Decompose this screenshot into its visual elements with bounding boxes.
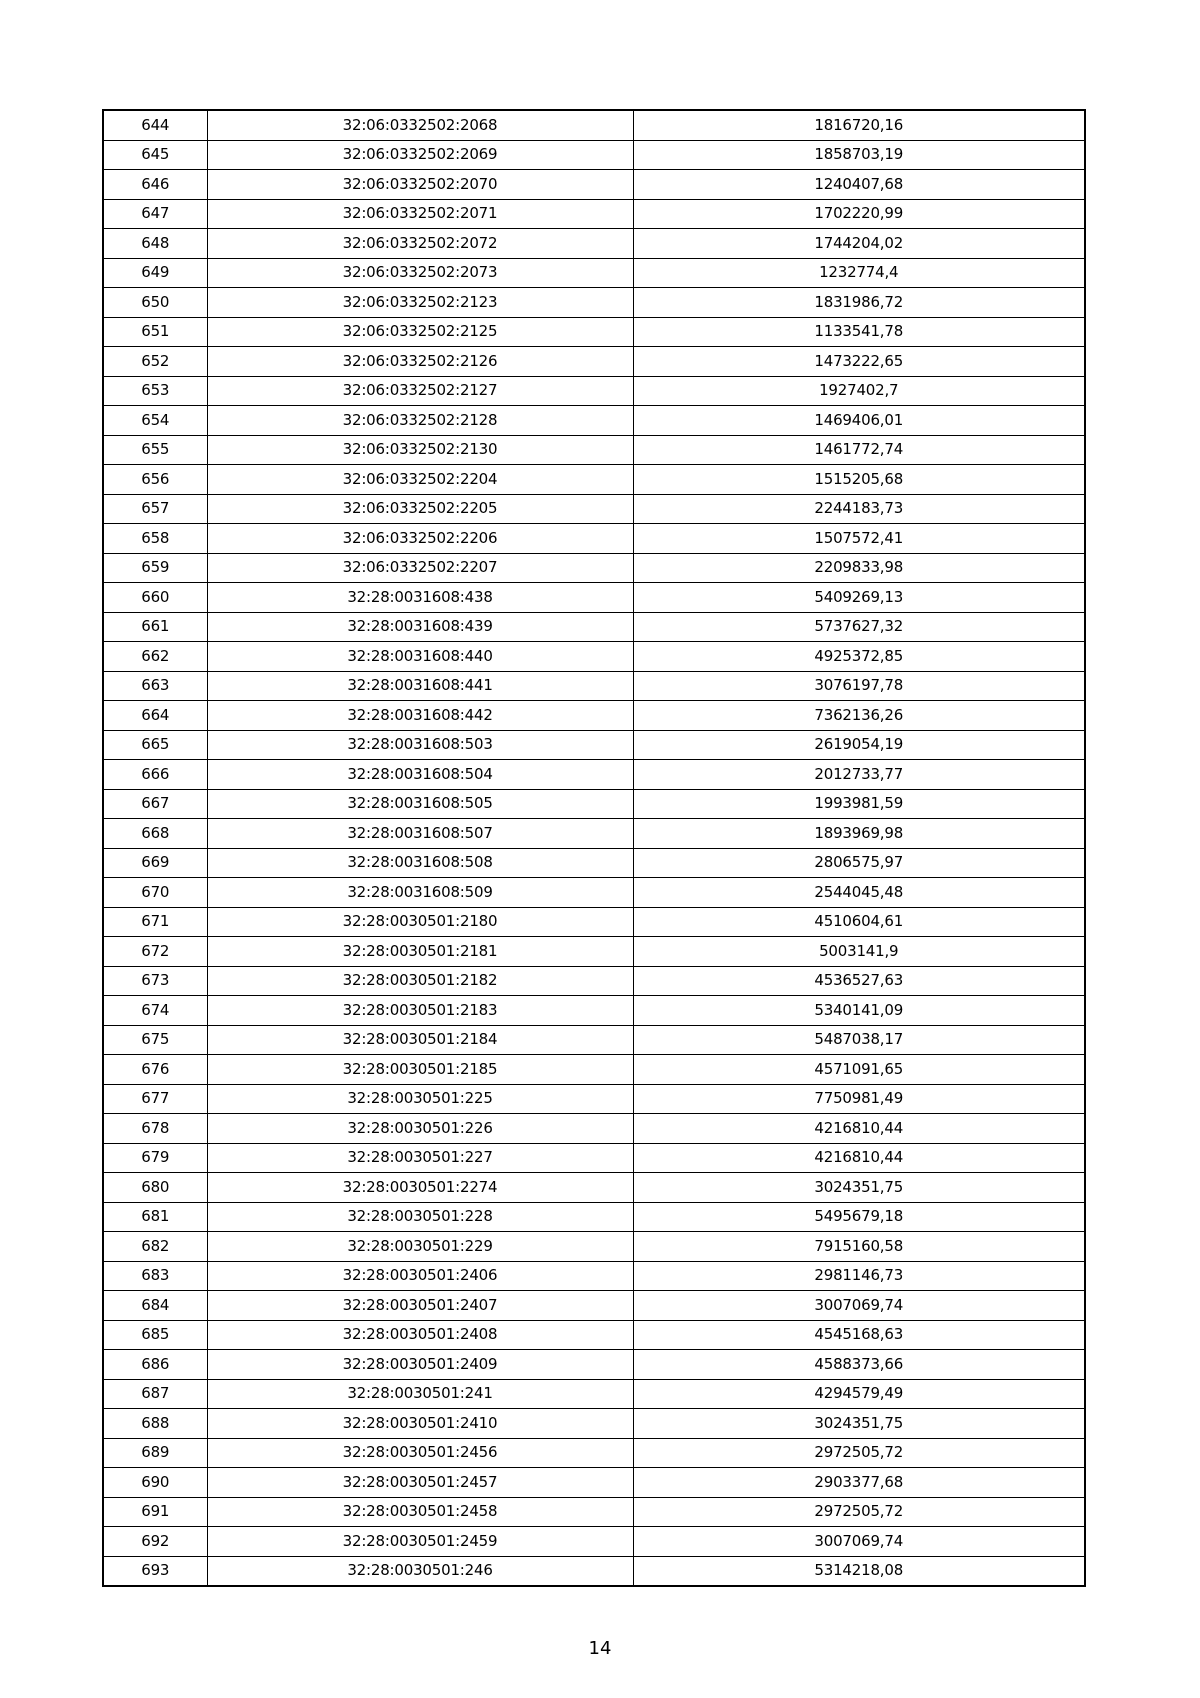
cadastral-number-cell: 32:06:0332502:2069 (207, 140, 633, 170)
cadastral-number-cell: 32:06:0332502:2123 (207, 288, 633, 318)
value-cell: 7750981,49 (633, 1084, 1085, 1114)
cadastral-number-cell: 32:06:0332502:2070 (207, 170, 633, 200)
table-row (103, 494, 1085, 524)
value-cell: 4216810,44 (633, 1143, 1085, 1173)
row-number-cell: 652 (103, 347, 207, 377)
row-number-cell: 681 (103, 1202, 207, 1232)
row-number-cell: 664 (103, 701, 207, 731)
value-cell: 1461772,74 (633, 435, 1085, 465)
value-cell: 2903377,68 (633, 1468, 1085, 1498)
value-cell: 2209833,98 (633, 553, 1085, 583)
table-row (103, 524, 1085, 554)
value-cell: 5737627,32 (633, 612, 1085, 642)
value-cell: 3024351,75 (633, 1173, 1085, 1203)
cadastral-number-cell: 32:06:0332502:2071 (207, 199, 633, 229)
value-cell: 5409269,13 (633, 583, 1085, 613)
cadastral-number-cell: 32:06:0332502:2126 (207, 347, 633, 377)
value-cell: 3007069,74 (633, 1291, 1085, 1321)
table-row (103, 642, 1085, 672)
table-row (103, 1202, 1085, 1232)
table-row (103, 1114, 1085, 1144)
cadastral-number-cell: 32:28:0031608:438 (207, 583, 633, 613)
cadastral-number-cell: 32:28:0030501:246 (207, 1556, 633, 1586)
value-cell: 7362136,26 (633, 701, 1085, 731)
row-number-cell: 673 (103, 966, 207, 996)
row-number-cell: 675 (103, 1025, 207, 1055)
cadastral-number-cell: 32:28:0030501:2183 (207, 996, 633, 1026)
table-row (103, 966, 1085, 996)
row-number-cell: 656 (103, 465, 207, 495)
cadastral-number-cell: 32:28:0031608:503 (207, 730, 633, 760)
row-number-cell: 647 (103, 199, 207, 229)
table-row (103, 406, 1085, 436)
row-number-cell: 688 (103, 1409, 207, 1439)
value-cell: 7915160,58 (633, 1232, 1085, 1262)
row-number-cell: 653 (103, 376, 207, 406)
row-number-cell: 660 (103, 583, 207, 613)
cadastral-number-cell: 32:06:0332502:2204 (207, 465, 633, 495)
cadastral-number-cell: 32:28:0031608:507 (207, 819, 633, 849)
value-cell: 2012733,77 (633, 760, 1085, 790)
row-number-cell: 692 (103, 1527, 207, 1557)
cadastral-number-cell: 32:06:0332502:2207 (207, 553, 633, 583)
table-row (103, 907, 1085, 937)
row-number-cell: 667 (103, 789, 207, 819)
value-cell: 4294579,49 (633, 1379, 1085, 1409)
cadastral-number-cell: 32:06:0332502:2205 (207, 494, 633, 524)
table-row (103, 1350, 1085, 1380)
value-cell: 1507572,41 (633, 524, 1085, 554)
table-row (103, 110, 1085, 140)
table-row (103, 199, 1085, 229)
table-row (103, 317, 1085, 347)
table-row (103, 288, 1085, 318)
row-number-cell: 645 (103, 140, 207, 170)
cadastral-number-cell: 32:28:0031608:439 (207, 612, 633, 642)
table-row (103, 1232, 1085, 1262)
cadastral-number-cell: 32:06:0332502:2130 (207, 435, 633, 465)
table-row (103, 1055, 1085, 1085)
table-row (103, 937, 1085, 967)
row-number-cell: 661 (103, 612, 207, 642)
cadastral-number-cell: 32:28:0031608:442 (207, 701, 633, 731)
row-number-cell: 685 (103, 1320, 207, 1350)
row-number-cell: 693 (103, 1556, 207, 1586)
table-row (103, 1320, 1085, 1350)
value-cell: 1702220,99 (633, 199, 1085, 229)
value-cell: 5003141,9 (633, 937, 1085, 967)
row-number-cell: 686 (103, 1350, 207, 1380)
value-cell: 4588373,66 (633, 1350, 1085, 1380)
table-row (103, 347, 1085, 377)
table-row (103, 258, 1085, 288)
row-number-cell: 649 (103, 258, 207, 288)
row-number-cell: 666 (103, 760, 207, 790)
cadastral-number-cell: 32:28:0030501:2459 (207, 1527, 633, 1557)
cadastral-number-cell: 32:28:0031608:508 (207, 848, 633, 878)
row-number-cell: 659 (103, 553, 207, 583)
value-cell: 1232774,4 (633, 258, 1085, 288)
row-number-cell: 672 (103, 937, 207, 967)
table-row (103, 848, 1085, 878)
row-number-cell: 669 (103, 848, 207, 878)
value-cell: 2544045,48 (633, 878, 1085, 908)
value-cell: 1469406,01 (633, 406, 1085, 436)
table-row (103, 1291, 1085, 1321)
cadastral-number-cell: 32:06:0332502:2068 (207, 110, 633, 140)
cadastral-number-cell: 32:28:0030501:227 (207, 1143, 633, 1173)
row-number-cell: 677 (103, 1084, 207, 1114)
table-row (103, 1497, 1085, 1527)
value-cell: 4216810,44 (633, 1114, 1085, 1144)
page-number: 14 (588, 1638, 612, 1659)
row-number-cell: 658 (103, 524, 207, 554)
value-cell: 1133541,78 (633, 317, 1085, 347)
value-cell: 1744204,02 (633, 229, 1085, 259)
table-row (103, 1379, 1085, 1409)
row-number-cell: 680 (103, 1173, 207, 1203)
cadastral-number-cell: 32:28:0030501:2456 (207, 1438, 633, 1468)
cadastral-number-cell: 32:28:0030501:2185 (207, 1055, 633, 1085)
cadastral-number-cell: 32:28:0030501:229 (207, 1232, 633, 1262)
cadastral-number-cell: 32:28:0030501:2274 (207, 1173, 633, 1203)
cadastral-number-cell: 32:28:0030501:2457 (207, 1468, 633, 1498)
value-cell: 4536527,63 (633, 966, 1085, 996)
cadastral-number-cell: 32:06:0332502:2127 (207, 376, 633, 406)
value-cell: 2806575,97 (633, 848, 1085, 878)
cadastral-number-cell: 32:06:0332502:2128 (207, 406, 633, 436)
value-cell: 3007069,74 (633, 1527, 1085, 1557)
table-row (103, 1261, 1085, 1291)
row-number-cell: 684 (103, 1291, 207, 1321)
table-row (103, 553, 1085, 583)
cadastral-number-cell: 32:28:0030501:2407 (207, 1291, 633, 1321)
table-row (103, 583, 1085, 613)
value-cell: 3076197,78 (633, 671, 1085, 701)
table-row (103, 1527, 1085, 1557)
table-row (103, 730, 1085, 760)
value-cell: 1831986,72 (633, 288, 1085, 318)
cadastral-number-cell: 32:06:0332502:2125 (207, 317, 633, 347)
value-cell: 4571091,65 (633, 1055, 1085, 1085)
table-row (103, 140, 1085, 170)
table-row (103, 1025, 1085, 1055)
row-number-cell: 671 (103, 907, 207, 937)
table-row (103, 1438, 1085, 1468)
value-cell: 1240407,68 (633, 170, 1085, 200)
cadastral-number-cell: 32:28:0030501:2410 (207, 1409, 633, 1439)
cadastral-number-cell: 32:28:0030501:2184 (207, 1025, 633, 1055)
value-cell: 1473222,65 (633, 347, 1085, 377)
cadastral-number-cell: 32:28:0030501:2180 (207, 907, 633, 937)
row-number-cell: 668 (103, 819, 207, 849)
row-number-cell: 644 (103, 110, 207, 140)
row-number-cell: 676 (103, 1055, 207, 1085)
cadastral-number-cell: 32:28:0030501:241 (207, 1379, 633, 1409)
table-row (103, 1556, 1085, 1586)
row-number-cell: 662 (103, 642, 207, 672)
cadastral-number-cell: 32:28:0030501:225 (207, 1084, 633, 1114)
cadastral-number-cell: 32:28:0031608:509 (207, 878, 633, 908)
value-cell: 2619054,19 (633, 730, 1085, 760)
cadastral-number-cell: 32:06:0332502:2206 (207, 524, 633, 554)
cadastral-number-cell: 32:28:0030501:2458 (207, 1497, 633, 1527)
value-cell: 4510604,61 (633, 907, 1085, 937)
cadastral-number-cell: 32:28:0030501:2406 (207, 1261, 633, 1291)
row-number-cell: 663 (103, 671, 207, 701)
table-row (103, 1084, 1085, 1114)
cadastral-number-cell: 32:28:0030501:2181 (207, 937, 633, 967)
row-number-cell: 690 (103, 1468, 207, 1498)
value-cell: 1993981,59 (633, 789, 1085, 819)
table-row (103, 701, 1085, 731)
row-number-cell: 687 (103, 1379, 207, 1409)
cadastral-number-cell: 32:28:0030501:2408 (207, 1320, 633, 1350)
table-row (103, 1173, 1085, 1203)
cadastral-number-cell: 32:28:0030501:2409 (207, 1350, 633, 1380)
row-number-cell: 657 (103, 494, 207, 524)
value-cell: 2244183,73 (633, 494, 1085, 524)
table-row (103, 878, 1085, 908)
row-number-cell: 691 (103, 1497, 207, 1527)
cadastral-number-cell: 32:28:0031608:504 (207, 760, 633, 790)
value-cell: 1927402,7 (633, 376, 1085, 406)
table-row (103, 170, 1085, 200)
cadastral-number-cell: 32:28:0030501:226 (207, 1114, 633, 1144)
row-number-cell: 682 (103, 1232, 207, 1262)
table-row (103, 789, 1085, 819)
row-number-cell: 683 (103, 1261, 207, 1291)
value-cell: 2981146,73 (633, 1261, 1085, 1291)
row-number-cell: 648 (103, 229, 207, 259)
value-cell: 3024351,75 (633, 1409, 1085, 1439)
row-number-cell: 651 (103, 317, 207, 347)
row-number-cell: 646 (103, 170, 207, 200)
cadastral-number-cell: 32:28:0031608:440 (207, 642, 633, 672)
value-cell: 1858703,19 (633, 140, 1085, 170)
row-number-cell: 678 (103, 1114, 207, 1144)
table-row (103, 1409, 1085, 1439)
value-cell: 1816720,16 (633, 110, 1085, 140)
table-row (103, 1143, 1085, 1173)
table-row (103, 465, 1085, 495)
table-row (103, 996, 1085, 1026)
cadastral-number-cell: 32:28:0031608:441 (207, 671, 633, 701)
value-cell: 5314218,08 (633, 1556, 1085, 1586)
cadastral-number-cell: 32:06:0332502:2073 (207, 258, 633, 288)
value-cell: 2972505,72 (633, 1438, 1085, 1468)
value-cell: 4925372,85 (633, 642, 1085, 672)
row-number-cell: 679 (103, 1143, 207, 1173)
table-row (103, 229, 1085, 259)
data-table (102, 109, 1086, 1587)
row-number-cell: 650 (103, 288, 207, 318)
row-number-cell: 689 (103, 1438, 207, 1468)
table-row (103, 1468, 1085, 1498)
cadastral-number-cell: 32:28:0030501:2182 (207, 966, 633, 996)
value-cell: 5495679,18 (633, 1202, 1085, 1232)
row-number-cell: 670 (103, 878, 207, 908)
cadastral-number-cell: 32:28:0030501:228 (207, 1202, 633, 1232)
table-row (103, 819, 1085, 849)
value-cell: 1893969,98 (633, 819, 1085, 849)
row-number-cell: 674 (103, 996, 207, 1026)
table-row (103, 376, 1085, 406)
table-row (103, 671, 1085, 701)
table-row (103, 435, 1085, 465)
table-body (103, 110, 1085, 1586)
table-row (103, 760, 1085, 790)
row-number-cell: 655 (103, 435, 207, 465)
row-number-cell: 654 (103, 406, 207, 436)
cadastral-number-cell: 32:28:0031608:505 (207, 789, 633, 819)
cadastral-number-cell: 32:06:0332502:2072 (207, 229, 633, 259)
row-number-cell: 665 (103, 730, 207, 760)
value-cell: 5487038,17 (633, 1025, 1085, 1055)
value-cell: 1515205,68 (633, 465, 1085, 495)
table-row (103, 612, 1085, 642)
value-cell: 2972505,72 (633, 1497, 1085, 1527)
value-cell: 5340141,09 (633, 996, 1085, 1026)
value-cell: 4545168,63 (633, 1320, 1085, 1350)
